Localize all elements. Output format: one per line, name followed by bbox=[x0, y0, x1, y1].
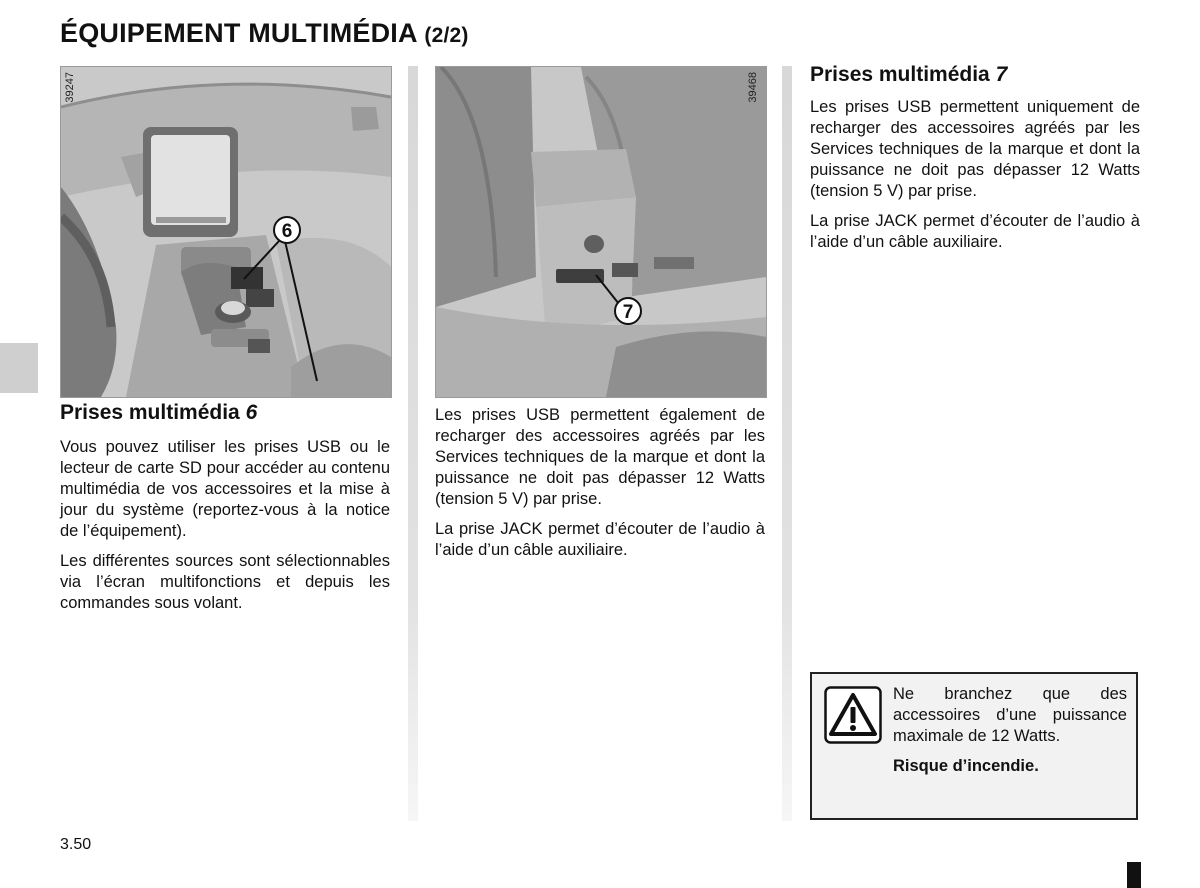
heading-6-number: 6 bbox=[245, 401, 258, 424]
heading-prises-multimedia-7 bbox=[810, 63, 1007, 87]
column1-body bbox=[60, 437, 390, 623]
column3-body bbox=[810, 97, 1140, 262]
warning-text bbox=[893, 684, 1127, 786]
callout-7-label: 7 bbox=[622, 302, 634, 323]
chapter-side-tab bbox=[0, 343, 38, 393]
dashboard-illustration bbox=[61, 67, 391, 397]
page-title-suffix: (2/2) bbox=[424, 24, 469, 47]
column3-paragraph: La prise JACK permet d’écouter de l’audio à l’aide d’un câble auxiliaire. bbox=[810, 212, 1140, 251]
page-title bbox=[60, 18, 469, 49]
column1-paragraph: Les différentes sources sont sélectionnables via l’écran multifonctions et depuis les commandes sous volant. bbox=[60, 552, 390, 612]
page-edge-marker bbox=[1127, 862, 1141, 888]
column2-body bbox=[435, 405, 765, 570]
warning-box bbox=[810, 672, 1138, 820]
warning-triangle-icon bbox=[824, 686, 882, 744]
column-separator-left bbox=[408, 66, 418, 821]
callout-6-label: 6 bbox=[281, 221, 293, 242]
column1-paragraph: Vous pouvez utiliser les prises USB ou le lecteur de carte SD pour accéder au contenu multimédia de vos accessoires et la mise à jour du système (reportez-vous à la notice de l’équipement). bbox=[60, 438, 390, 540]
page-number: 3.50 bbox=[60, 836, 92, 853]
column3-paragraph: Les prises USB permettent uniquement de recharger des accessoires agréés par les Services techniques de la marque et dont la puissance ne doit pas dépasser 12 Watts (tension 5 V) par prise. bbox=[810, 98, 1140, 200]
column-separator-right bbox=[782, 66, 792, 821]
figure-code-left: 39247 bbox=[64, 72, 76, 103]
page-title-main: ÉQUIPEMENT MULTIMÉDIA bbox=[60, 18, 417, 48]
warning-message: Ne branchez que des accessoires d’une puissance maximale de 12 Watts. bbox=[893, 685, 1127, 745]
figure-rear-console bbox=[435, 66, 767, 398]
column2-paragraph: Les prises USB permettent également de recharger des accessoires agréés par les Services techniques de la marque et dont la puissance ne doit pas dépasser 12 Watts (tension 5 V) par prise. bbox=[435, 406, 765, 508]
rear-console-illustration bbox=[436, 67, 766, 397]
heading-7-number: 7 bbox=[995, 63, 1008, 86]
heading-prises-multimedia-6 bbox=[60, 401, 257, 425]
heading-6-text: Prises multimédia bbox=[60, 401, 240, 424]
heading-7-text: Prises multimédia bbox=[810, 63, 990, 86]
figure-code-middle: 39468 bbox=[747, 72, 759, 103]
figure-dashboard-console bbox=[60, 66, 392, 398]
column2-paragraph: La prise JACK permet d’écouter de l’audio à l’aide d’un câble auxiliaire. bbox=[435, 520, 765, 559]
warning-risk: Risque d’incendie. bbox=[893, 757, 1039, 775]
